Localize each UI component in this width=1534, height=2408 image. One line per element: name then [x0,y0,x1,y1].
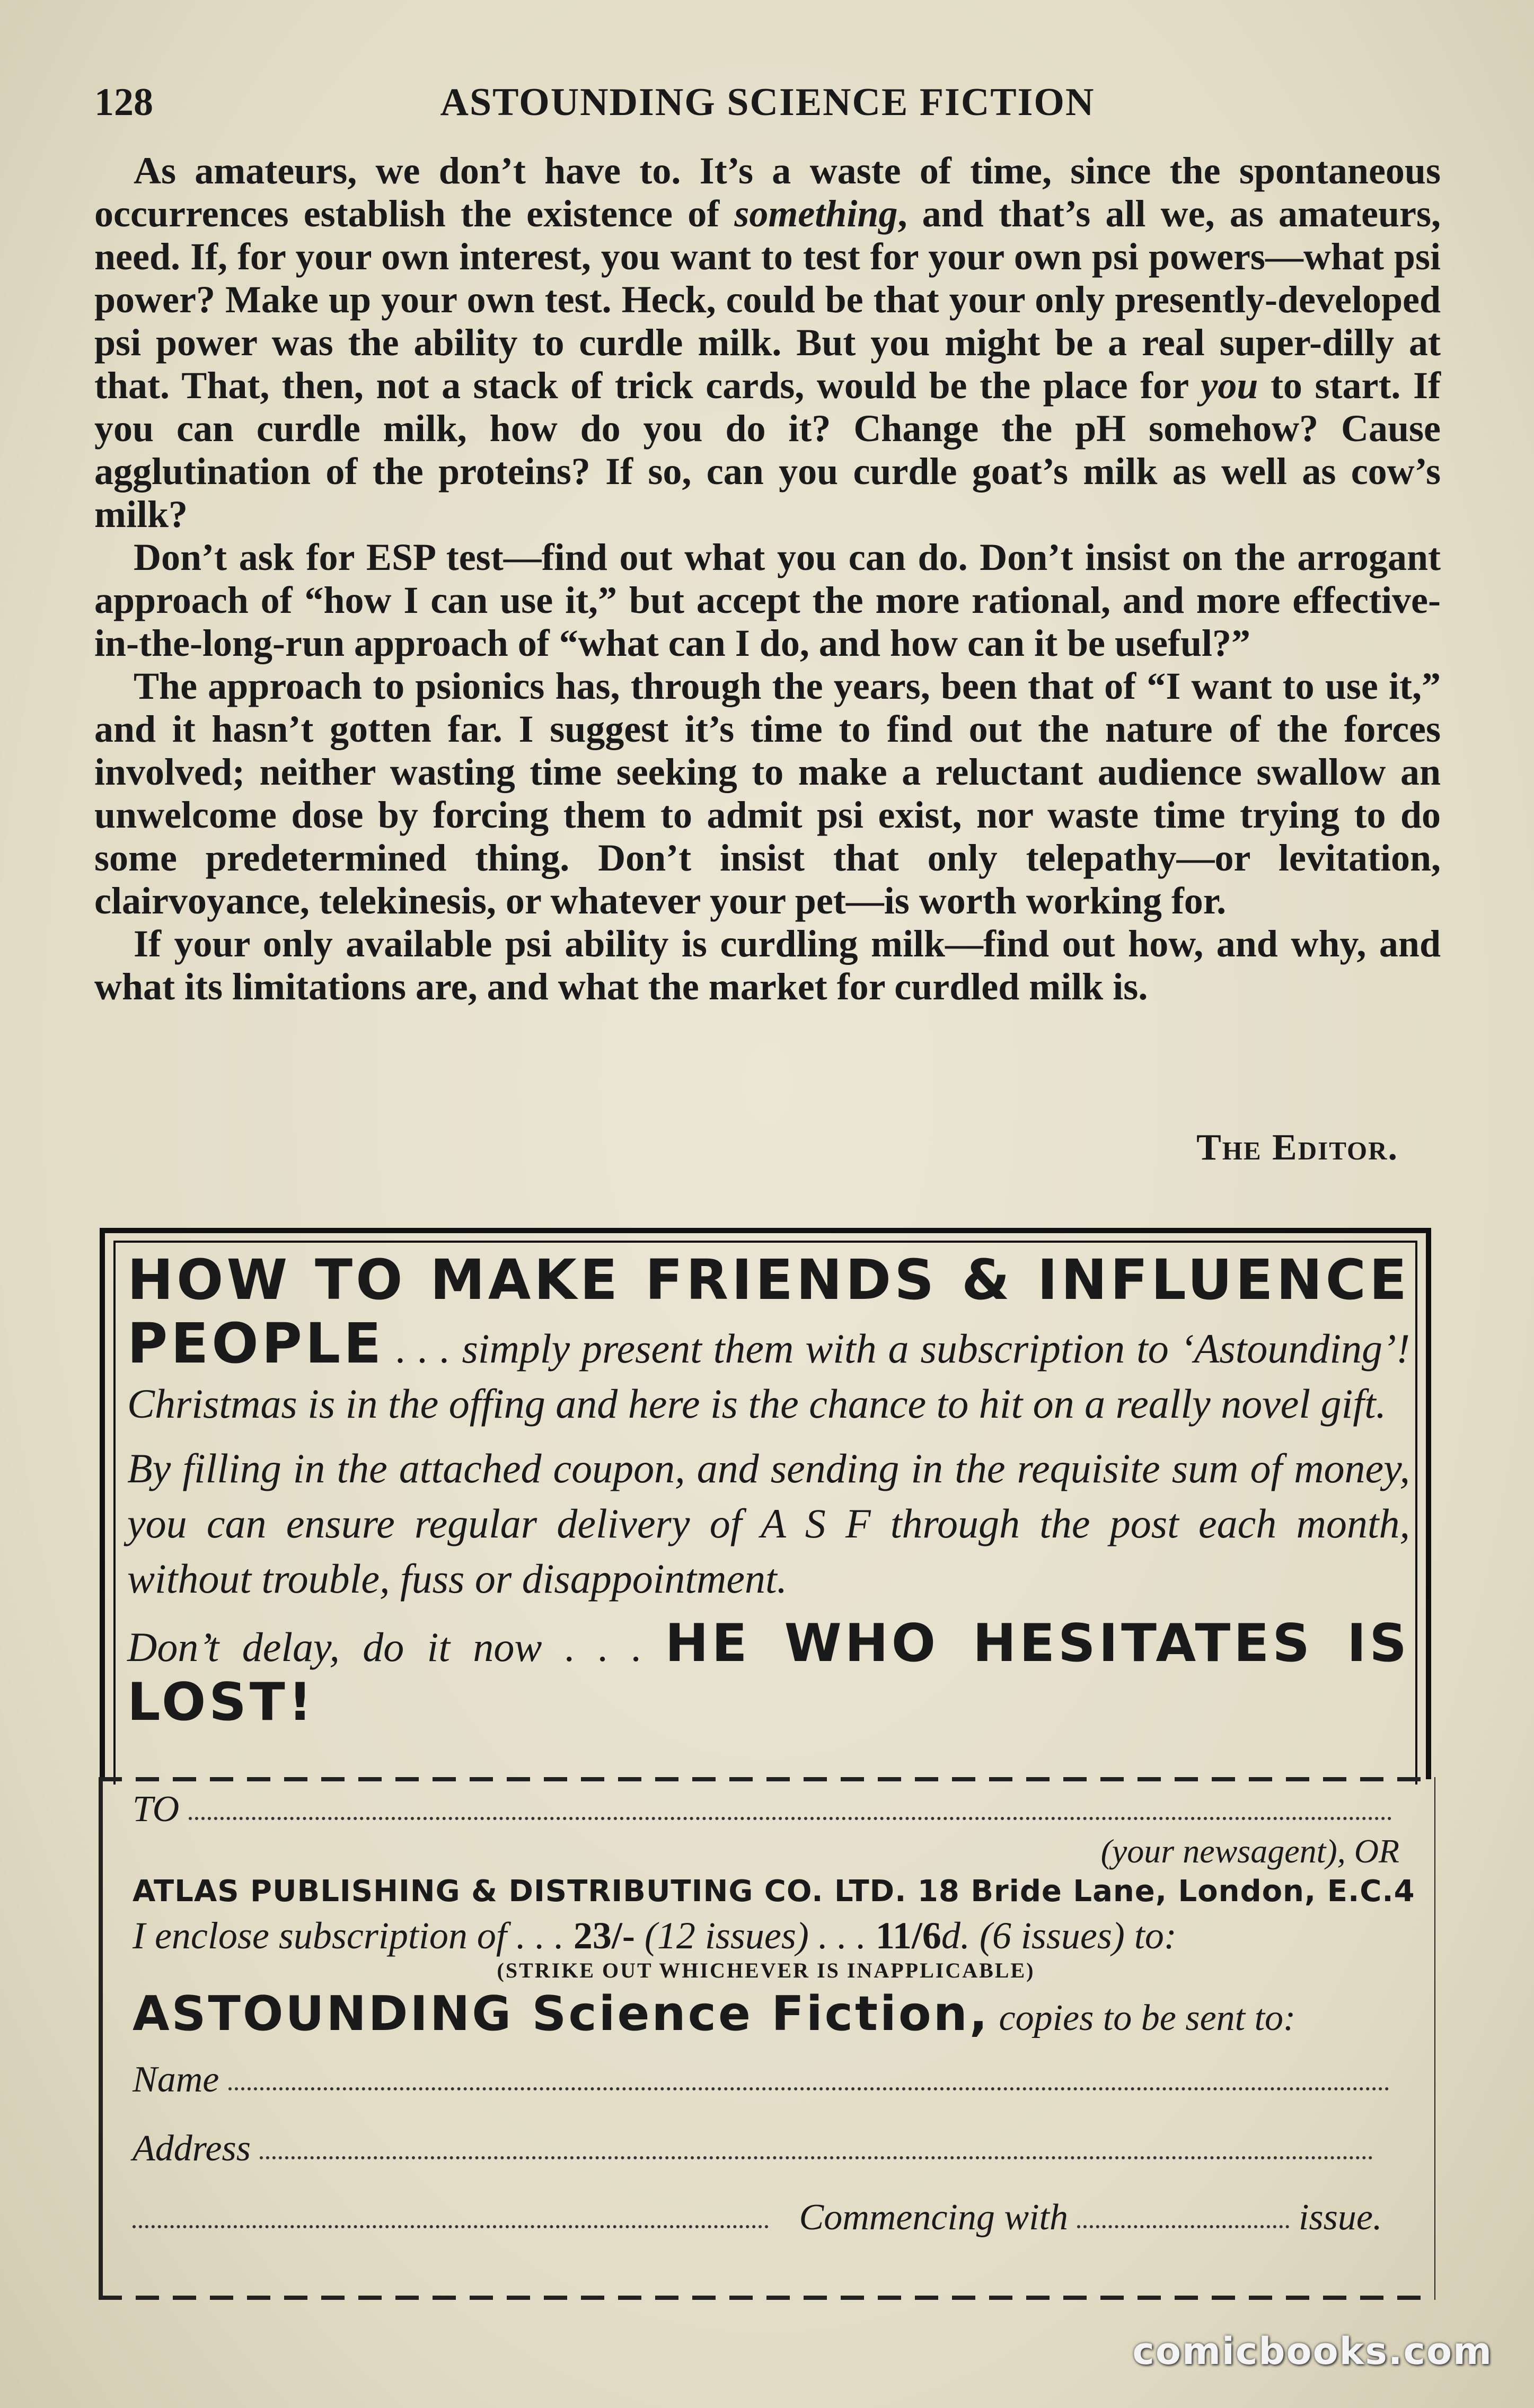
enclose-label: I enclose subscription of . . . [133,1914,574,1957]
name-row [133,2045,1399,2114]
paragraph-1-part-a: As amateurs, we don’t have to. It’s a waste of time, since the spontaneous occurrences establish the existence of [94,150,1441,235]
advert-asf: A S F [761,1500,871,1546]
name-field[interactable] [228,2087,1389,2090]
editorial-text [94,150,1441,1008]
emphasis-you: you [1201,364,1258,407]
advert-call-to-action: Don’t delay, do it now . . . [127,1624,665,1670]
issue-field[interactable] [1077,2225,1289,2228]
advert-paragraph-2 [127,1441,1410,1606]
advert-hesitates-slogan: HE WHO HESITATES IS LOST! [127,1613,1410,1733]
magazine-title: ASTOUNDING Science Fiction, [133,1986,990,2042]
advert-paragraph-3 [127,1613,1410,1734]
publisher-address: ATLAS PUBLISHING & DISTRIBUTING CO. LTD. 18 Bride Lane, London, E.C.4 [133,1874,1415,1909]
subscription-coupon [99,1777,1435,2300]
advert-line-1: . . . simply present them with a subscription to ‘Astounding’! Christmas is in the offing and here is the chance to hit on a really novel gift. [127,1325,1410,1427]
subscription-advert [100,1228,1431,1779]
issues-6-label: d. (6 issues) to: [941,1914,1177,1957]
editor-signature: The Editor. [1196,1127,1398,1168]
emphasis-something: something [734,192,898,235]
to-label: TO [133,1789,180,1830]
copies-note: copies to be sent to: [990,1998,1296,2038]
running-head [94,78,1441,126]
issue-label: issue. [1298,2197,1382,2238]
advert-intro [127,1249,1410,1431]
coupon-fields [133,1787,1415,2252]
address-field[interactable] [260,2156,1373,2159]
running-title: ASTOUNDING SCIENCE FICTION [440,81,1095,124]
issues-12-label: (12 issues) . . . [634,1914,876,1957]
address-label: Address [133,2128,251,2169]
watermark: comicbooks.com [1132,2330,1493,2373]
paragraph-1-part-b: , and that’s all we, as amateurs, need. If, for your own interest, you want to test for your own psi powers—what psi power? Make up your own test. Heck, could be that your only presently-developed psi power was the ability to curdle milk. But you might be a real super-dilly at that. That, then, not a stack of trick cards, would be the place for [94,192,1441,407]
paragraph-3: The approach to psionics has, through the years, been that of “I want to use it,” and it hasn’t gotten far. I suggest it’s time to find out the nature of the forces involved; neither wasting time seeking to make a reluctant audience swallow an unwelcome dose by forcing them to admit psi exist, nor waste time trying to do some predetermined thing. Don’t insist that only telepathy—or levitation, clairvoyance, telekinesis, or whatever your pet—is worth working for. [94,665,1441,922]
advert-paragraph-2-b: through the post each month, without trouble, fuss or disappointment. [127,1500,1410,1602]
paragraph-1-part-c: to start. If you can curdle milk, how do you do it? Change the pH somehow? Cause agglutination of the proteins? If so, can you curdle goat’s milk as well as cow’s milk? [94,364,1441,535]
page-number: 128 [94,81,153,124]
price-6-issues: 11/6 [875,1914,941,1957]
commencing-label: Commencing with [799,2197,1068,2238]
extra-address-field[interactable] [133,2225,769,2228]
to-field[interactable] [189,1817,1392,1820]
enclose-row [133,1913,1399,1958]
advert-headline: HOW TO MAKE FRIENDS & INFLUENCE PEOPLE [127,1247,1410,1376]
address-row [133,2114,1399,2183]
coupon-to-row [133,1787,1399,1832]
paragraph-2: Don’t ask for ESP test—find out what you can do. Don’t insist on the arrogant approach of “how I can use it,” but accept the more rational, and more effective-in-the-long-run approach of “what can I do, and how can it be useful?” [94,536,1441,664]
paragraph-4: If your only available psi ability is curdling milk—find out how, and why, and what its limitations are, and what the market for curdled milk is. [94,922,1441,1008]
newsagent-note: (your newsagent), OR [1100,1832,1399,1870]
price-12-issues: 23/- [573,1914,635,1957]
paragraph-1 [94,150,1441,536]
name-label: Name [133,2059,219,2100]
advert-paragraph-2-a: By filling in the attached coupon, and sending in the requisite sum of money, you can ensure regular delivery of [127,1445,1410,1546]
advert-content [127,1249,1410,1734]
commencing-row [133,2183,1399,2252]
strike-out-note: (STRIKE OUT WHICHEVER IS INAPPLICABLE) [497,1958,1035,1982]
magazine-row [133,1983,1399,2045]
